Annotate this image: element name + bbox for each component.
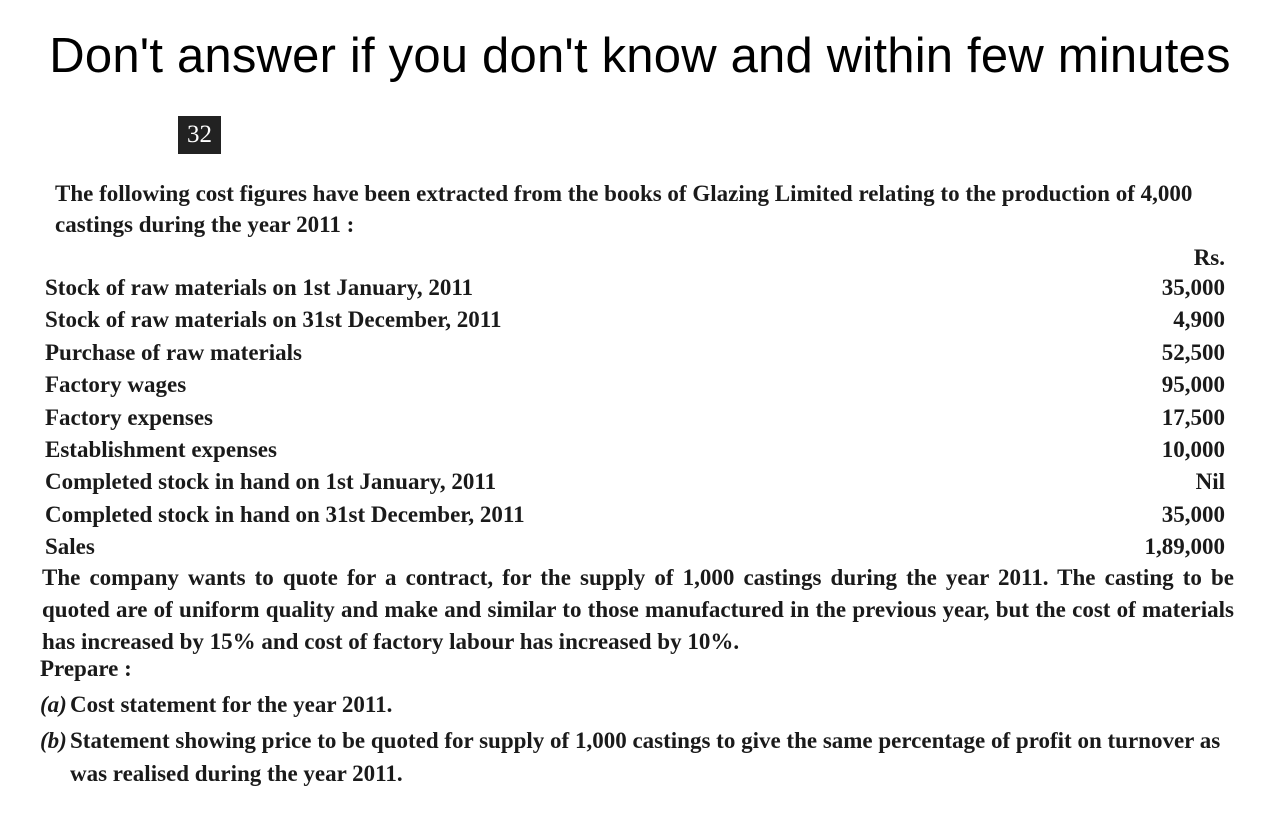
- cost-label: Stock of raw materials on 31st December, 2011: [45, 307, 502, 333]
- contract-paragraph: The company wants to quote for a contract, for the supply of 1,000 castings during the year 2011. The casting to be quoted are of uniform quality and make and similar to those manufactured in the previous year, but the cost of materials has increased by 15% and cost of factory labour has increased by 10%.: [42, 565, 1234, 654]
- cost-amount: 1,89,000: [1144, 534, 1225, 560]
- cost-label: Stock of raw materials on 1st January, 2011: [45, 275, 474, 300]
- cost-row: [45, 499, 1227, 531]
- intro-paragraph: The following cost figures have been extracted from the books of Glazing Limited relating to the production of 4,000 castings during the year 2011 :: [55, 181, 1193, 237]
- part-label: (b): [40, 728, 67, 753]
- question-number-badge: 32: [178, 116, 221, 154]
- cost-row: [45, 337, 1227, 369]
- cost-amount: Nil: [1195, 469, 1225, 495]
- cost-amount: 35,000: [1161, 501, 1225, 527]
- banner-text: Don't answer if you don't know and within few minutes: [49, 29, 1231, 83]
- cost-amount: 17,500: [1161, 404, 1225, 430]
- cost-label: Factory expenses: [45, 404, 213, 430]
- cost-amount: 4,900: [1173, 307, 1225, 333]
- cost-label: Completed stock in hand on 31st December, 2011: [45, 501, 525, 527]
- cost-row: [45, 466, 1227, 498]
- cost-row: [45, 369, 1227, 401]
- cost-row: [45, 402, 1227, 434]
- cost-row: [45, 272, 1227, 304]
- part-a: [40, 688, 1235, 721]
- currency-header: Rs.: [1193, 245, 1225, 270]
- part-text: Cost statement for the year 2011.: [70, 692, 393, 717]
- cost-label: Completed stock in hand on 1st January, 2011: [45, 469, 497, 495]
- part-b: [40, 724, 1235, 790]
- cost-amount: 95,000: [1161, 372, 1225, 398]
- cost-label: Establishment expenses: [45, 436, 277, 462]
- cost-row: [45, 434, 1227, 466]
- cost-label: Purchase of raw materials: [45, 339, 302, 365]
- prepare-label: Prepare :: [40, 656, 132, 681]
- cost-row: [45, 531, 1227, 563]
- cost-amount: 10,000: [1161, 436, 1225, 462]
- cost-amount: 35,000: [1161, 275, 1225, 300]
- cost-row: [45, 304, 1227, 336]
- cost-amount: 52,500: [1161, 339, 1225, 365]
- part-text: Statement showing price to be quoted for supply of 1,000 castings to give the same percentage of profit on turnover as was realised during the year 2011.: [70, 728, 1221, 786]
- cost-label: Sales: [45, 534, 95, 560]
- cost-figures-table: [45, 244, 1227, 564]
- cost-label: Factory wages: [45, 372, 187, 398]
- part-label: (a): [40, 692, 67, 717]
